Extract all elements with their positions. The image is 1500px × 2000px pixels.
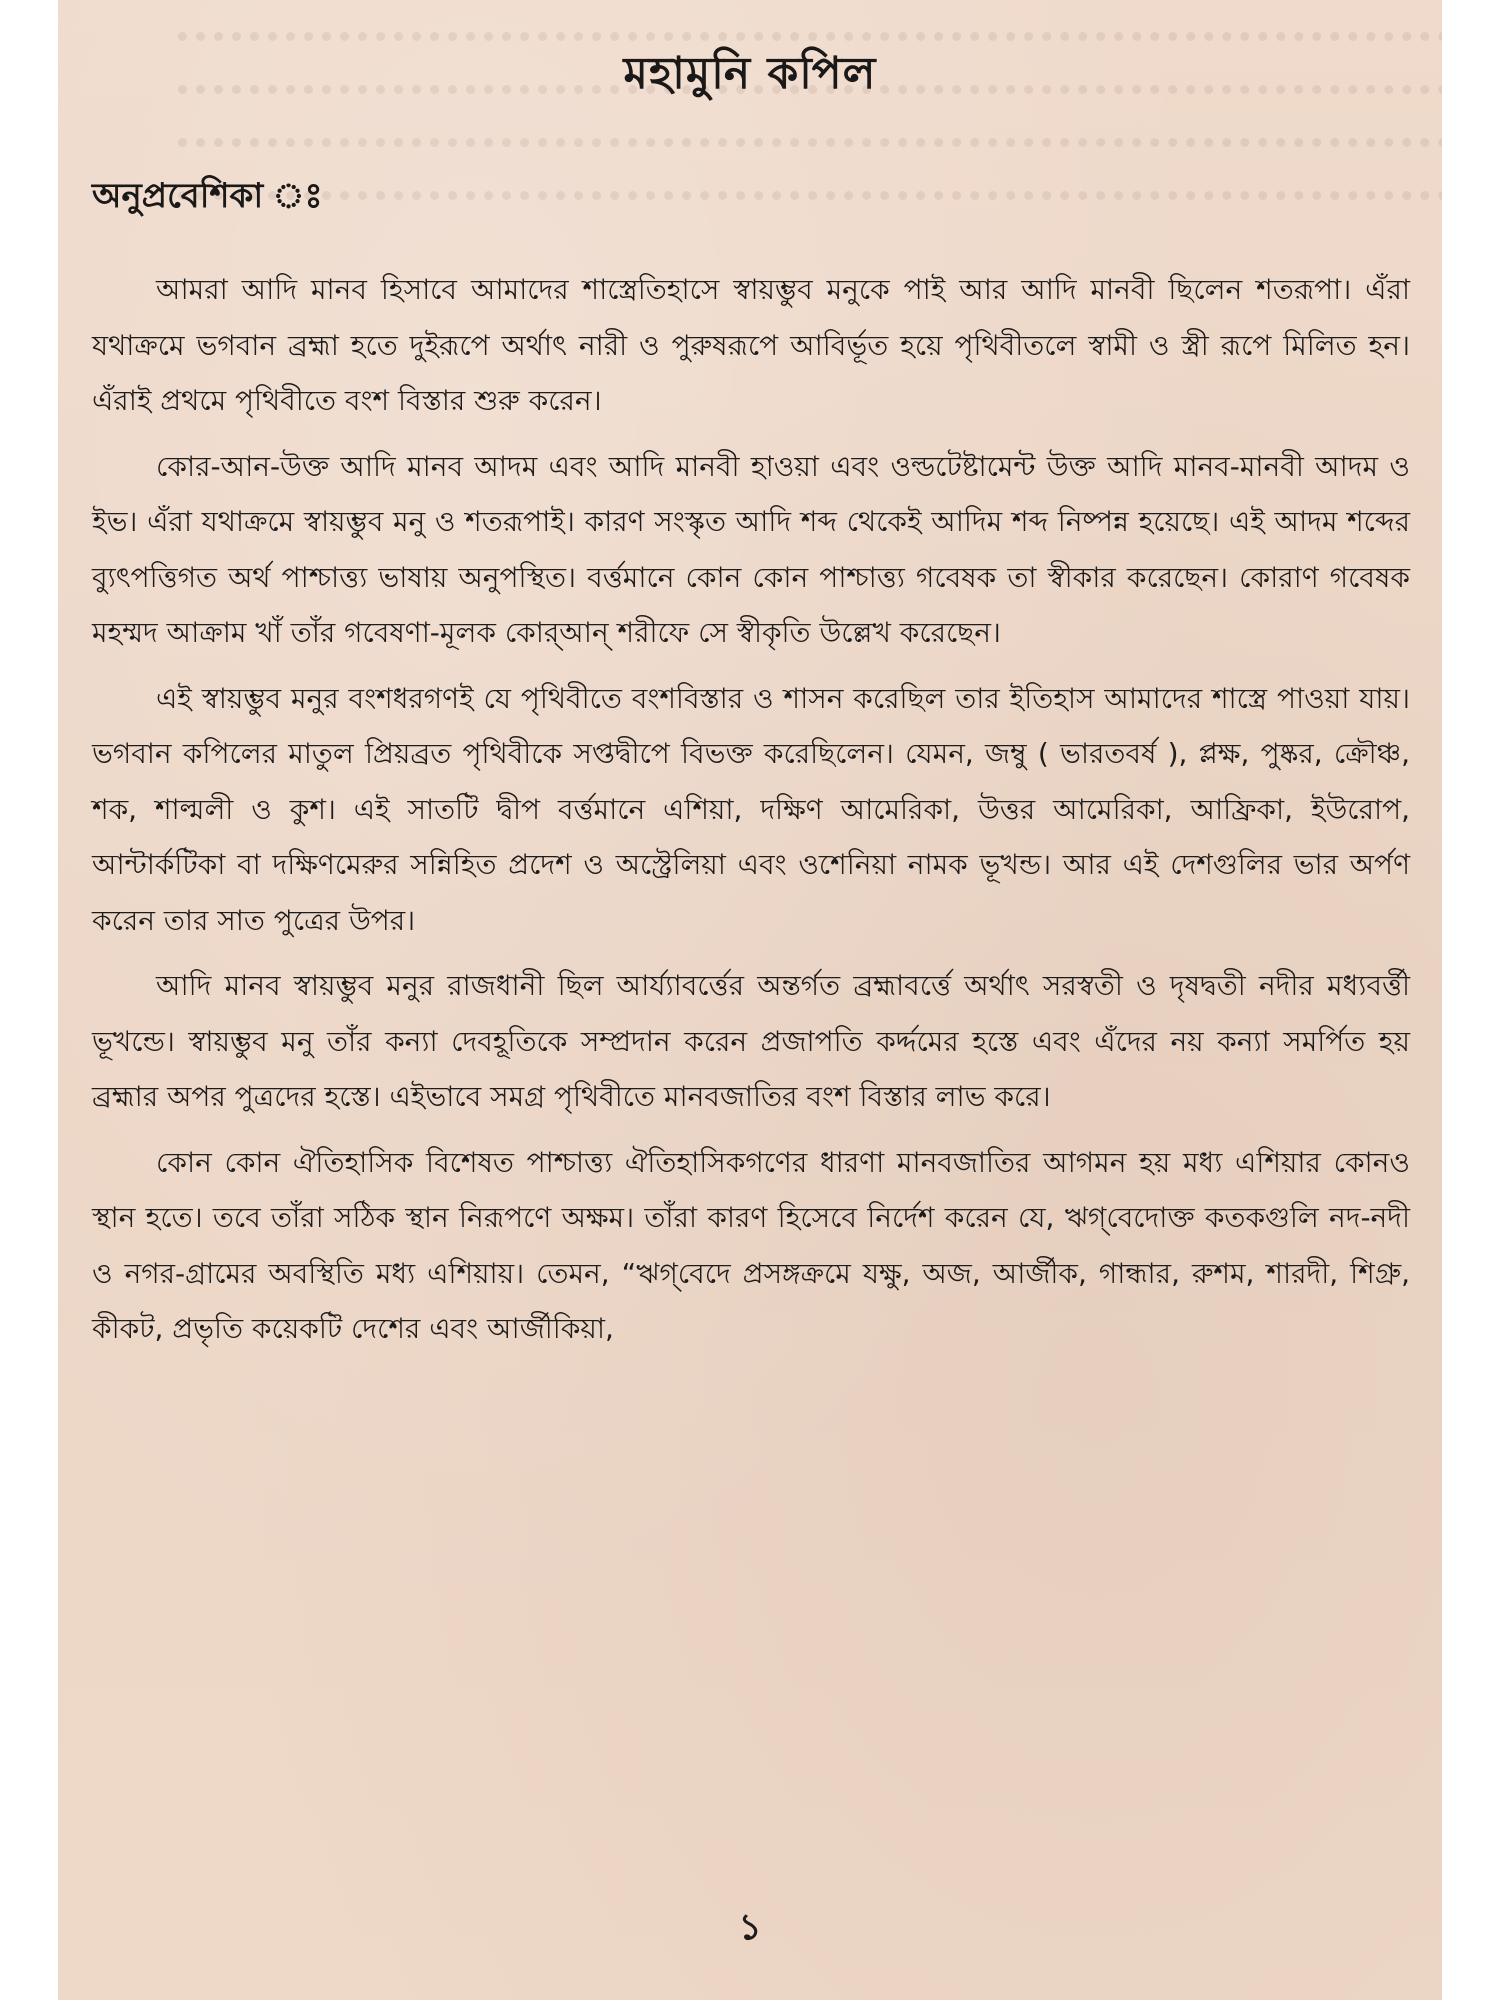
paragraph-2: কোর-আন-উক্ত আদি মানব আদম এবং আদি মানবী হাওয়া এবং ওল্ডটেষ্টামেন্ট উক্ত আদি মানব-মানবী আদম ও ইভ। এঁরা যথাক্রমে স্বায়ম্ভুব মনু ও শতরূপাই। কারণ সংস্কৃত আদি শব্দ থেকেই আদিম শব্দ নিষ্পন্ন হয়েছে। এই আদম শব্দের ব্যুৎপত্তিগত অর্থ পাশ্চাত্ত্য ভাষায় অনুপস্থিত। বর্ত্তমানে কোন কোন পাশ্চাত্ত্য গবেষক তা স্বীকার করেছেন। কোরাণ গবেষক মহম্মদ আক্রাম খাঁ তাঁর গবেষণা-মূলক কোর্‌আন্‌ শরীফে সে স্বীকৃতি উল্লেখ করেছেন।	[92, 449, 1410, 649]
page-number: ১	[738, 1907, 762, 1948]
paragraph-5: কোন কোন ঐতিহাসিক বিশেষত পাশ্চাত্ত্য ঐতিহাসিকগণের ধারণা মানবজাতির আগমন হয় মধ্য এশিয়ার কোনও স্থান হতে। তবে তাঁরা সঠিক স্থান নিরূপণে অক্ষম। তাঁরা কারণ হিসেবে নির্দেশ করেন যে, ঋগ্‌বেদোক্ত কতকগুলি নদ-নদী ও নগর-গ্রামের অবস্থিতি মধ্য এশিয়ায়। তেমন, “ঋগ্‌বেদে প্রসঙ্গক্রমে যক্ষু, অজ, আর্জীক, গান্ধার, রুশম, শারদী, শিগ্রু, কীকট, প্রভৃতি কয়েকটি দেশের এবং আর্জীকিয়া,	[92, 1145, 1410, 1345]
paragraph-4: আদি মানব স্বায়ম্ভুব মনুর রাজধানী ছিল আর্য্যাবর্ত্তের অন্তর্গত ব্রহ্মাবর্ত্তে অর্থাৎ সরস্বতী ও দৃষদ্বতী নদীর মধ্যবর্ত্তী ভূখন্ডে। স্বায়ম্ভুব মনু তাঁর কন্যা দেবহূতিকে সম্প্রদান করেন প্রজাপতি কর্দ্দমের হস্তে এবং এঁদের নয় কন্যা সমর্পিত হয় ব্রহ্মার অপর পুত্রদের হস্তে। এইভাবে সমগ্র পৃথিবীতে মানবজাতির বংশ বিস্তার লাভ করে।	[92, 969, 1410, 1113]
paragraph-3: এই স্বায়ম্ভুব মনুর বংশধরগণই যে পৃথিবীতে বংশবিস্তার ও শাসন করেছিল তার ইতিহাস আমাদের শাস্ত্রে পাওয়া যায়। ভগবান কপিলের মাতুল প্রিয়ব্রত পৃথিবীকে সপ্তদ্বীপে বিভক্ত করেছিলেন। যেমন, জম্বু ( ভারতবর্ষ ), প্লক্ষ, পুষ্কর, ক্রৌঞ্চ, শক, শাল্মলী ও কুশ। এই সাতটি দ্বীপ বর্ত্তমানে এশিয়া, দক্ষিণ আমেরিকা, উত্তর আমেরিকা, আফ্রিকা, ইউরোপ, আন্টার্কটিকা বা দক্ষিণমেরুর সন্নিহিত প্রদেশ ও অস্ট্রেলিয়া এবং ওশেনিয়া নামক ভূখন্ড। আর এই দেশগুলির ভার অর্পণ করেন তার সাত পুত্রের উপর।	[92, 681, 1410, 937]
right-margin	[1442, 0, 1500, 2000]
paper-sheet	[58, 0, 1442, 2000]
page-title: মহামুনি কপিল	[623, 48, 877, 99]
left-margin	[0, 0, 58, 2000]
section-heading: অনুপ্রবেশিকা ঃ	[92, 176, 323, 216]
body-text	[92, 262, 1410, 1357]
paragraph-1: আমরা আদি মানব হিসাবে আমাদের শাস্ত্রেতিহাসে স্বায়ম্ভুব মনুকে পাই আর আদি মানবী ছিলেন শতরূপা। এঁরা যথাক্রমে ভগবান ব্রহ্মা হতে দুইরূপে অর্থাৎ নারী ও পুরুষরূপে আবির্ভূত হয়ে পৃথিবীতলে স্বামী ও স্ত্রী রূপে মিলিত হন। এঁরাই প্রথমে পৃথিবীতে বংশ বিস্তার শুরু করেন।	[92, 273, 1410, 417]
